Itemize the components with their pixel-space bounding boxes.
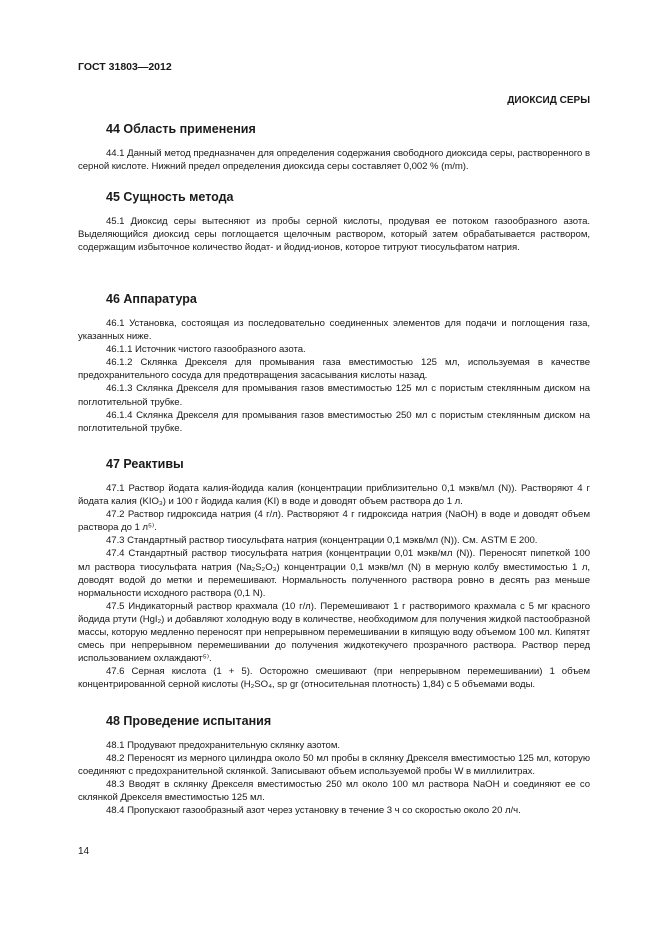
paragraph: 47.4 Стандартный раствор тиосульфата натрия (концентрации 0,01 мэкв/мл (N)). Переносят пипеткой 100 мл раствора тиосульфата натрия (Na₂S₂O₃) концентрации 0,1 мэкв/мл (N) в мерную колбу вместимостью 1 л, доводят водой до метки и перемешивают. Нормальность полученного раствора ровно в десять раз меньше нормальности исходного раствора (0,1 N). [78,548,590,599]
paragraph: 44.1 Данный метод предназначен для определения содержания свободного диоксида серы, растворенного в серной кислоте. Нижний предел определения диоксида серы составляет 0,002 % (m/m). [78,148,590,173]
section-heading: 45 Сущность метода [106,190,234,204]
paragraph: 46.1.2 Склянка Дрекселя для промывания газа вместимостью 125 мл, используемая в качестве предохранительного сосуда для предотвращения засасывания кислоты назад. [78,357,590,382]
paragraph: 46.1.1 Источник чистого газообразного азота. [106,344,306,356]
paragraph: 48.3 Вводят в склянку Дрекселя вместимостью 250 мл около 100 мл раствора NaOH и соединяют ее со склянкой Дрекселя вместимостью 125 мл. [78,779,590,804]
page-title: ДИОКСИД СЕРЫ [507,95,590,106]
paragraph: 48.2 Переносят из мерного цилиндра около 50 мл пробы в склянку Дрекселя вместимостью 125 мл, которую соединяют с предохранительной склянкой. Записывают объем используемой пробы W в миллилитрах. [78,753,590,778]
paragraph: 47.3 Стандартный раствор тиосульфата натрия (концентрации 0,1 мэкв/мл (N)). См. ASTM E 200. [106,535,538,547]
section-45 [78,190,590,254]
standard-code-header: ГОСТ 31803—2012 [78,61,172,73]
page-number: 14 [78,846,90,857]
paragraph: 48.1 Продувают предохранительную склянку азотом. [106,740,341,751]
section-46 [78,292,590,435]
paragraph: 47.5 Индикаторный раствор крахмала (10 г/л). Перемешивают 1 г растворимого крахмала с 5 мг красного йодида ртути (HgI₂) и добавляют холодную воду в количестве, необходимом для получения жидкой пастообразной массы, которую медленно переносят при непрерывном перемешивании в кипящую воду объемом 100 мл. Кипятят смесь при непрерывном перемешивании до получения жидкотекучего прозрачного раствора. Раствор перед использованием охлаждают⁵⁾. [78,600,590,665]
paragraph: 48.4 Пропускают газообразный азот через установку в течение 3 ч со скоростью около 20 л/ч. [106,805,521,817]
paragraph: 47.1 Раствор йодата калия-йодида калия (концентрации приблизительно 0,1 мэкв/мл (N)). Растворяют 4 г йодата калия (KIO₃) и 100 г йодида калия (KI) в воде и доводят объем раствора до 1 л. [78,483,590,508]
section-48 [78,714,590,818]
section-heading: 47 Реактивы [106,457,184,471]
section-heading: 44 Область применения [106,122,256,136]
section-heading: 46 Аппаратура [106,292,197,306]
paragraph: 46.1.4 Склянка Дрекселя для промывания газов вместимостью 250 мл с пористым стеклянным диском на поглотительной трубке. [78,409,590,434]
paragraph: 47.2 Раствор гидроксида натрия (4 г/л). Растворяют 4 г гидроксида натрия (NaOH) в воде и доводят объем раствора до 1 л⁵⁾. [78,509,590,534]
section-44 [78,122,590,173]
section-47 [78,457,590,692]
paragraph: 47.6 Серная кислота (1 + 5). Осторожно смешивают (при непрерывном перемешивании) 1 объем концентрированной серной кислоты (H₂SO₄, sp gr (относительная плотность) 1,84) с 5 объемами воды. [78,666,590,691]
section-heading: 48 Проведение испытания [106,714,272,728]
paragraph: 45.1 Диоксид серы вытесняют из пробы серной кислоты, продувая ее потоком газообразного азота. Выделяющийся диоксид серы поглощается щелочным раствором, который затем обрабатывается раствором, содержащим избыточное количество йодат- и йодид-ионов, которое титруют тиосульфатом натрия. [78,216,590,254]
paragraph: 46.1.3 Склянка Дрекселя для промывания газов вместимостью 125 мл с пористым стеклянным диском на поглотительной трубке. [78,383,590,408]
paragraph: 46.1 Установка, состоящая из последовательно соединенных элементов для подачи и поглощения газа, указанных ниже. [78,318,590,343]
